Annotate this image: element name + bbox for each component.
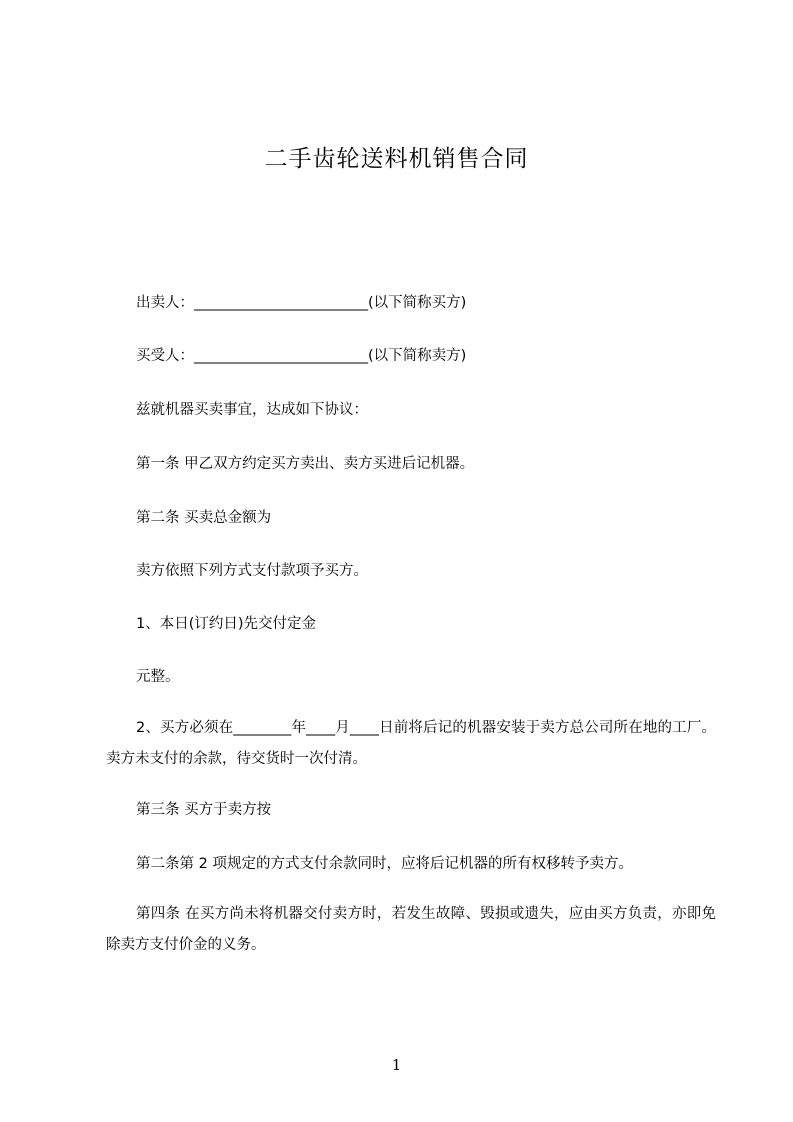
article-3: 第三条 买方于卖方按: [136, 802, 272, 818]
payment-method: 卖方依照下列方式支付款项予买方。: [136, 563, 368, 579]
installation-clause: 2、买方必须在________年____月____日前将后记的机器安装于卖方总公司所在地的工厂。卖方未支付的余款，待交货时一次付清。: [106, 720, 716, 767]
buyer-line: 买受人：________________________(以下简称卖方): [136, 348, 467, 364]
amount-line: 元整。: [136, 669, 180, 685]
article-2: 第二条 买卖总金额为: [136, 510, 272, 526]
article-1: 第一条 甲乙双方约定买方卖出、卖方买进后记机器。: [136, 456, 475, 472]
article-4: 第四条 在买方尚未将机器交付卖方时，若发生故障、毁损或遗失，应由买方负责，亦即免除卖方支付价金的义务。: [106, 906, 716, 953]
ownership-transfer: 第二条第 2 项规定的方式支付余款同时，应将后记机器的所有权移转予卖方。: [136, 856, 633, 872]
seller-line: 出卖人：________________________(以下简称买方): [136, 295, 467, 311]
deposit-clause: 1、本日(订约日)先交付定金: [136, 616, 317, 632]
page-number: 1: [391, 1056, 402, 1074]
document-title: 二手齿轮送料机销售合同: [264, 146, 529, 172]
agreement-intro: 兹就机器买卖事宜，达成如下协议：: [136, 402, 368, 418]
